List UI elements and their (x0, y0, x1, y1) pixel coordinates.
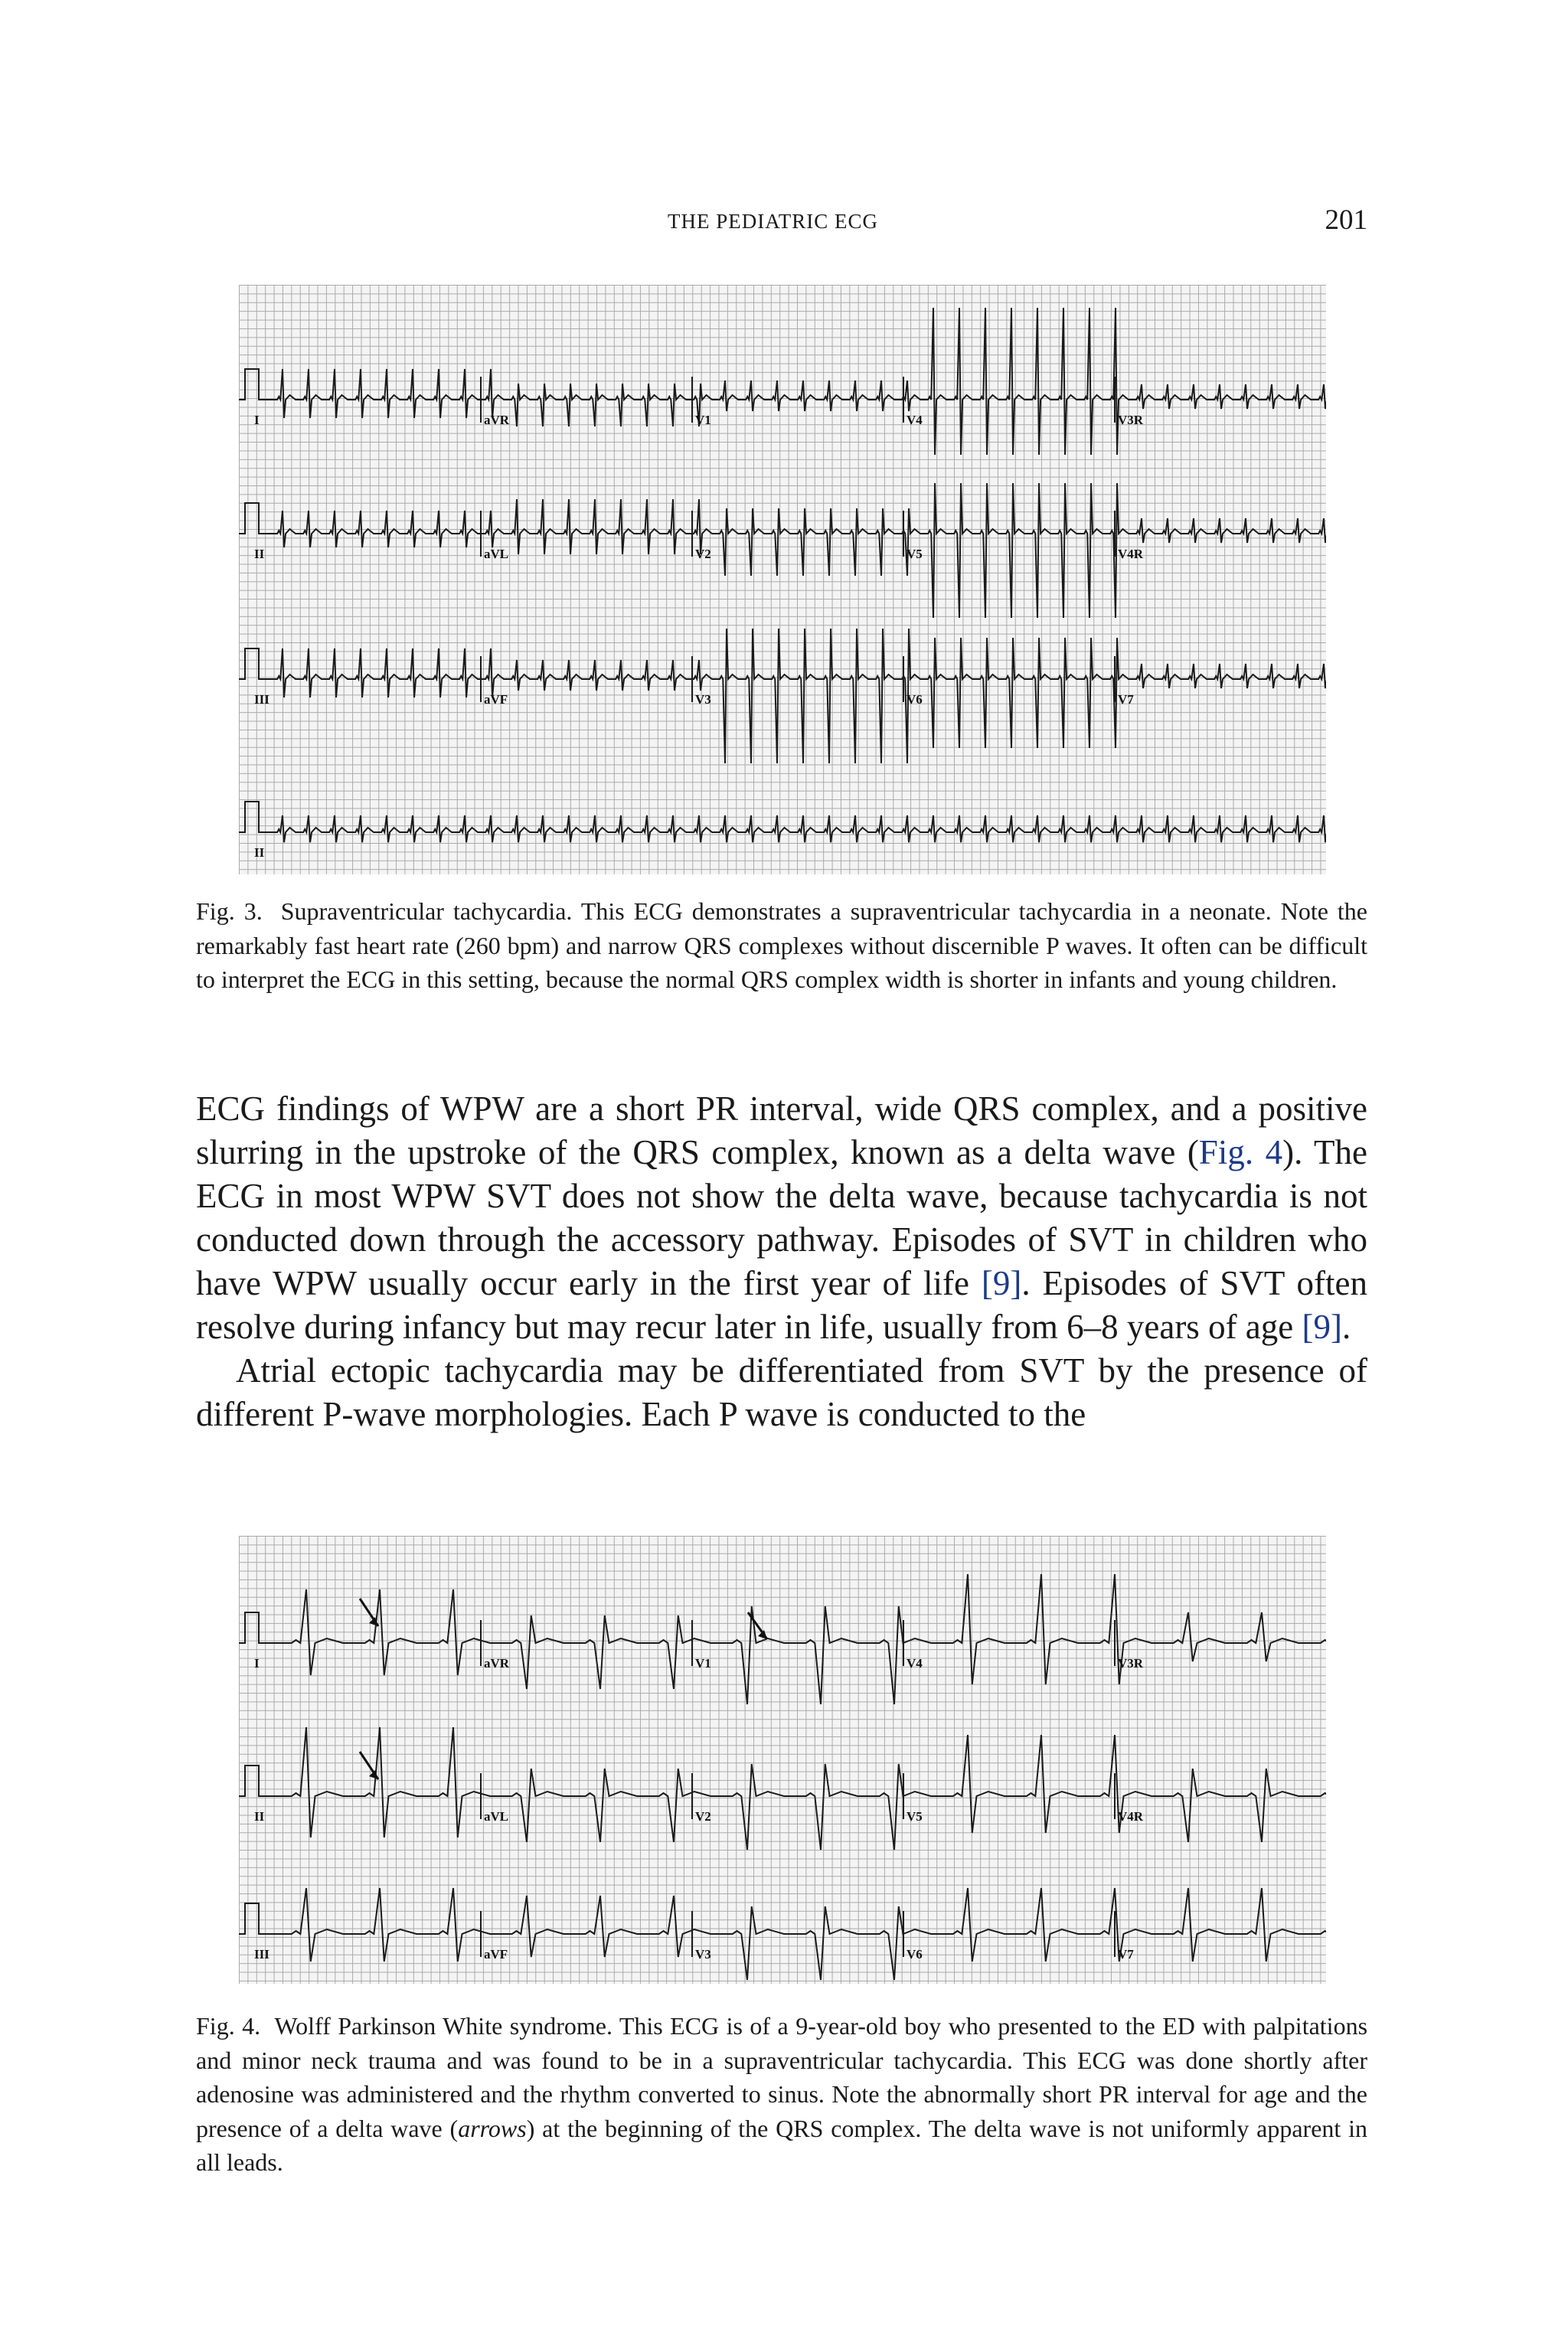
fig3-ecg-traces (239, 285, 1326, 874)
fig4-ecg-traces (239, 1536, 1326, 1984)
fig3-caption-label: Fig. 3. (196, 897, 263, 925)
lead-label-v7: V7 (1118, 1947, 1134, 1962)
lead-label-v3r: V3R (1118, 1656, 1144, 1671)
fig4-caption-text-after: ) at the beginning of the QRS complex. The delta wave is not uniformly apparent in all leads. (196, 2114, 1367, 2176)
reference-link-9[interactable]: [9] (981, 1264, 1022, 1302)
fig4-caption-arrows: arrows (458, 2114, 527, 2142)
fig4-caption-text-before: Wolff Parkinson White syndrome. This ECG is of a 9-year-old boy who presented to the ED with palpitations and minor neck trauma and was found to be in a supraventricular tachycardia. This ECG was done shortly after adenosine was administered and the rhythm converted to sinus. Note the abnormally short PR interval for age and the presence of a delta wave ( (196, 2012, 1368, 2142)
body-p1-part1: ECG findings of WPW are a short PR interval, wide QRS complex, and a positive slurring in the upstroke of the QRS complex, known as a delta wave ( (196, 1089, 1367, 1171)
lead-label-v3: V3 (695, 1947, 711, 1962)
ecg-trace-row-1 (239, 308, 1326, 455)
lead-label-i: I (254, 413, 260, 427)
body-text (196, 1087, 1367, 1436)
fig3-caption (196, 894, 1367, 997)
lead-label-iii: III (254, 1947, 270, 1962)
ecg-trace-row-2 (239, 1727, 1326, 1850)
body-p1-part2: ). The ECG in most WPW SVT does not show the delta wave, because tachycardia is not conducted down through the accessory pathway. Episodes of SVT in children who have WPW usually occur early in the first year of life (196, 1133, 1367, 1302)
body-p1-part4: . (1342, 1308, 1351, 1346)
lead-label-avl: aVL (484, 547, 509, 561)
lead-label-v6: V6 (906, 692, 923, 707)
lead-label-avr: aVR (484, 1656, 510, 1671)
lead-label-v4: V4 (906, 1656, 923, 1671)
lead-label-v4r: V4R (1118, 547, 1144, 561)
fig3-ecg-image (239, 285, 1326, 874)
running-head-title: THE PEDIATRIC ECG (668, 210, 878, 233)
lead-label-v3r: V3R (1118, 413, 1144, 427)
lead-label-v3: V3 (695, 692, 711, 707)
lead-label-v4r: V4R (1118, 1809, 1144, 1824)
page-number: 201 (1325, 204, 1367, 236)
fig4-caption-label: Fig. 4. (196, 2012, 261, 2040)
ecg-trace-row-1 (239, 1574, 1326, 1704)
body-p1-part3: . Episodes of SVT often resolve during infancy but may recur later in life, usually from 6–8 years of age (196, 1264, 1367, 1346)
lead-label-v4: V4 (906, 413, 923, 427)
lead-label-v7: V7 (1118, 692, 1134, 707)
lead-label-avf: aVF (484, 1947, 508, 1962)
lead-label-v2: V2 (695, 547, 711, 561)
body-paragraph-1 (196, 1087, 1367, 1349)
lead-label-ii: II (254, 1809, 265, 1824)
lead-label-iii: III (254, 692, 270, 707)
lead-label-v5: V5 (906, 547, 923, 561)
body-paragraph-2: Atrial ectopic tachycardia may be differentiated from SVT by the presence of different P-wave morphologies. Each P wave is conducted to the (196, 1351, 1367, 1433)
lead-label-v6: V6 (906, 1947, 923, 1962)
fig4-caption (196, 2009, 1367, 2180)
lead-label-v2: V2 (695, 1809, 711, 1824)
lead-label-v1: V1 (695, 413, 711, 427)
lead-label-ii: II (254, 845, 265, 860)
reference-link-9-second[interactable]: [9] (1302, 1308, 1342, 1346)
lead-label-avf: aVF (484, 692, 508, 707)
lead-label-avl: aVL (484, 1809, 509, 1824)
lead-label-v1: V1 (695, 1656, 711, 1671)
running-head (0, 204, 1568, 234)
lead-label-i: I (254, 1656, 260, 1671)
fig4-ecg-image (239, 1536, 1326, 1984)
lead-label-avr: aVR (484, 413, 510, 427)
lead-label-ii: II (254, 547, 265, 561)
ecg-trace-row-4 (239, 802, 1326, 842)
fig3-caption-text: Supraventricular tachycardia. This ECG demonstrates a supraventricular tachycardia in a neonate. Note the remarkably fast heart rate (260 bpm) and narrow QRS complexes without discernible P waves. It often can be difficult to interpret the ECG in this setting, because the normal QRS complex width is shorter in infants and young children. (196, 897, 1367, 993)
ecg-trace-row-2 (239, 483, 1326, 618)
ecg-trace-row-3 (239, 629, 1326, 763)
lead-label-v5: V5 (906, 1809, 923, 1824)
fig4-link[interactable]: Fig. 4 (1198, 1133, 1283, 1171)
ecg-trace-row-3 (239, 1888, 1326, 1980)
